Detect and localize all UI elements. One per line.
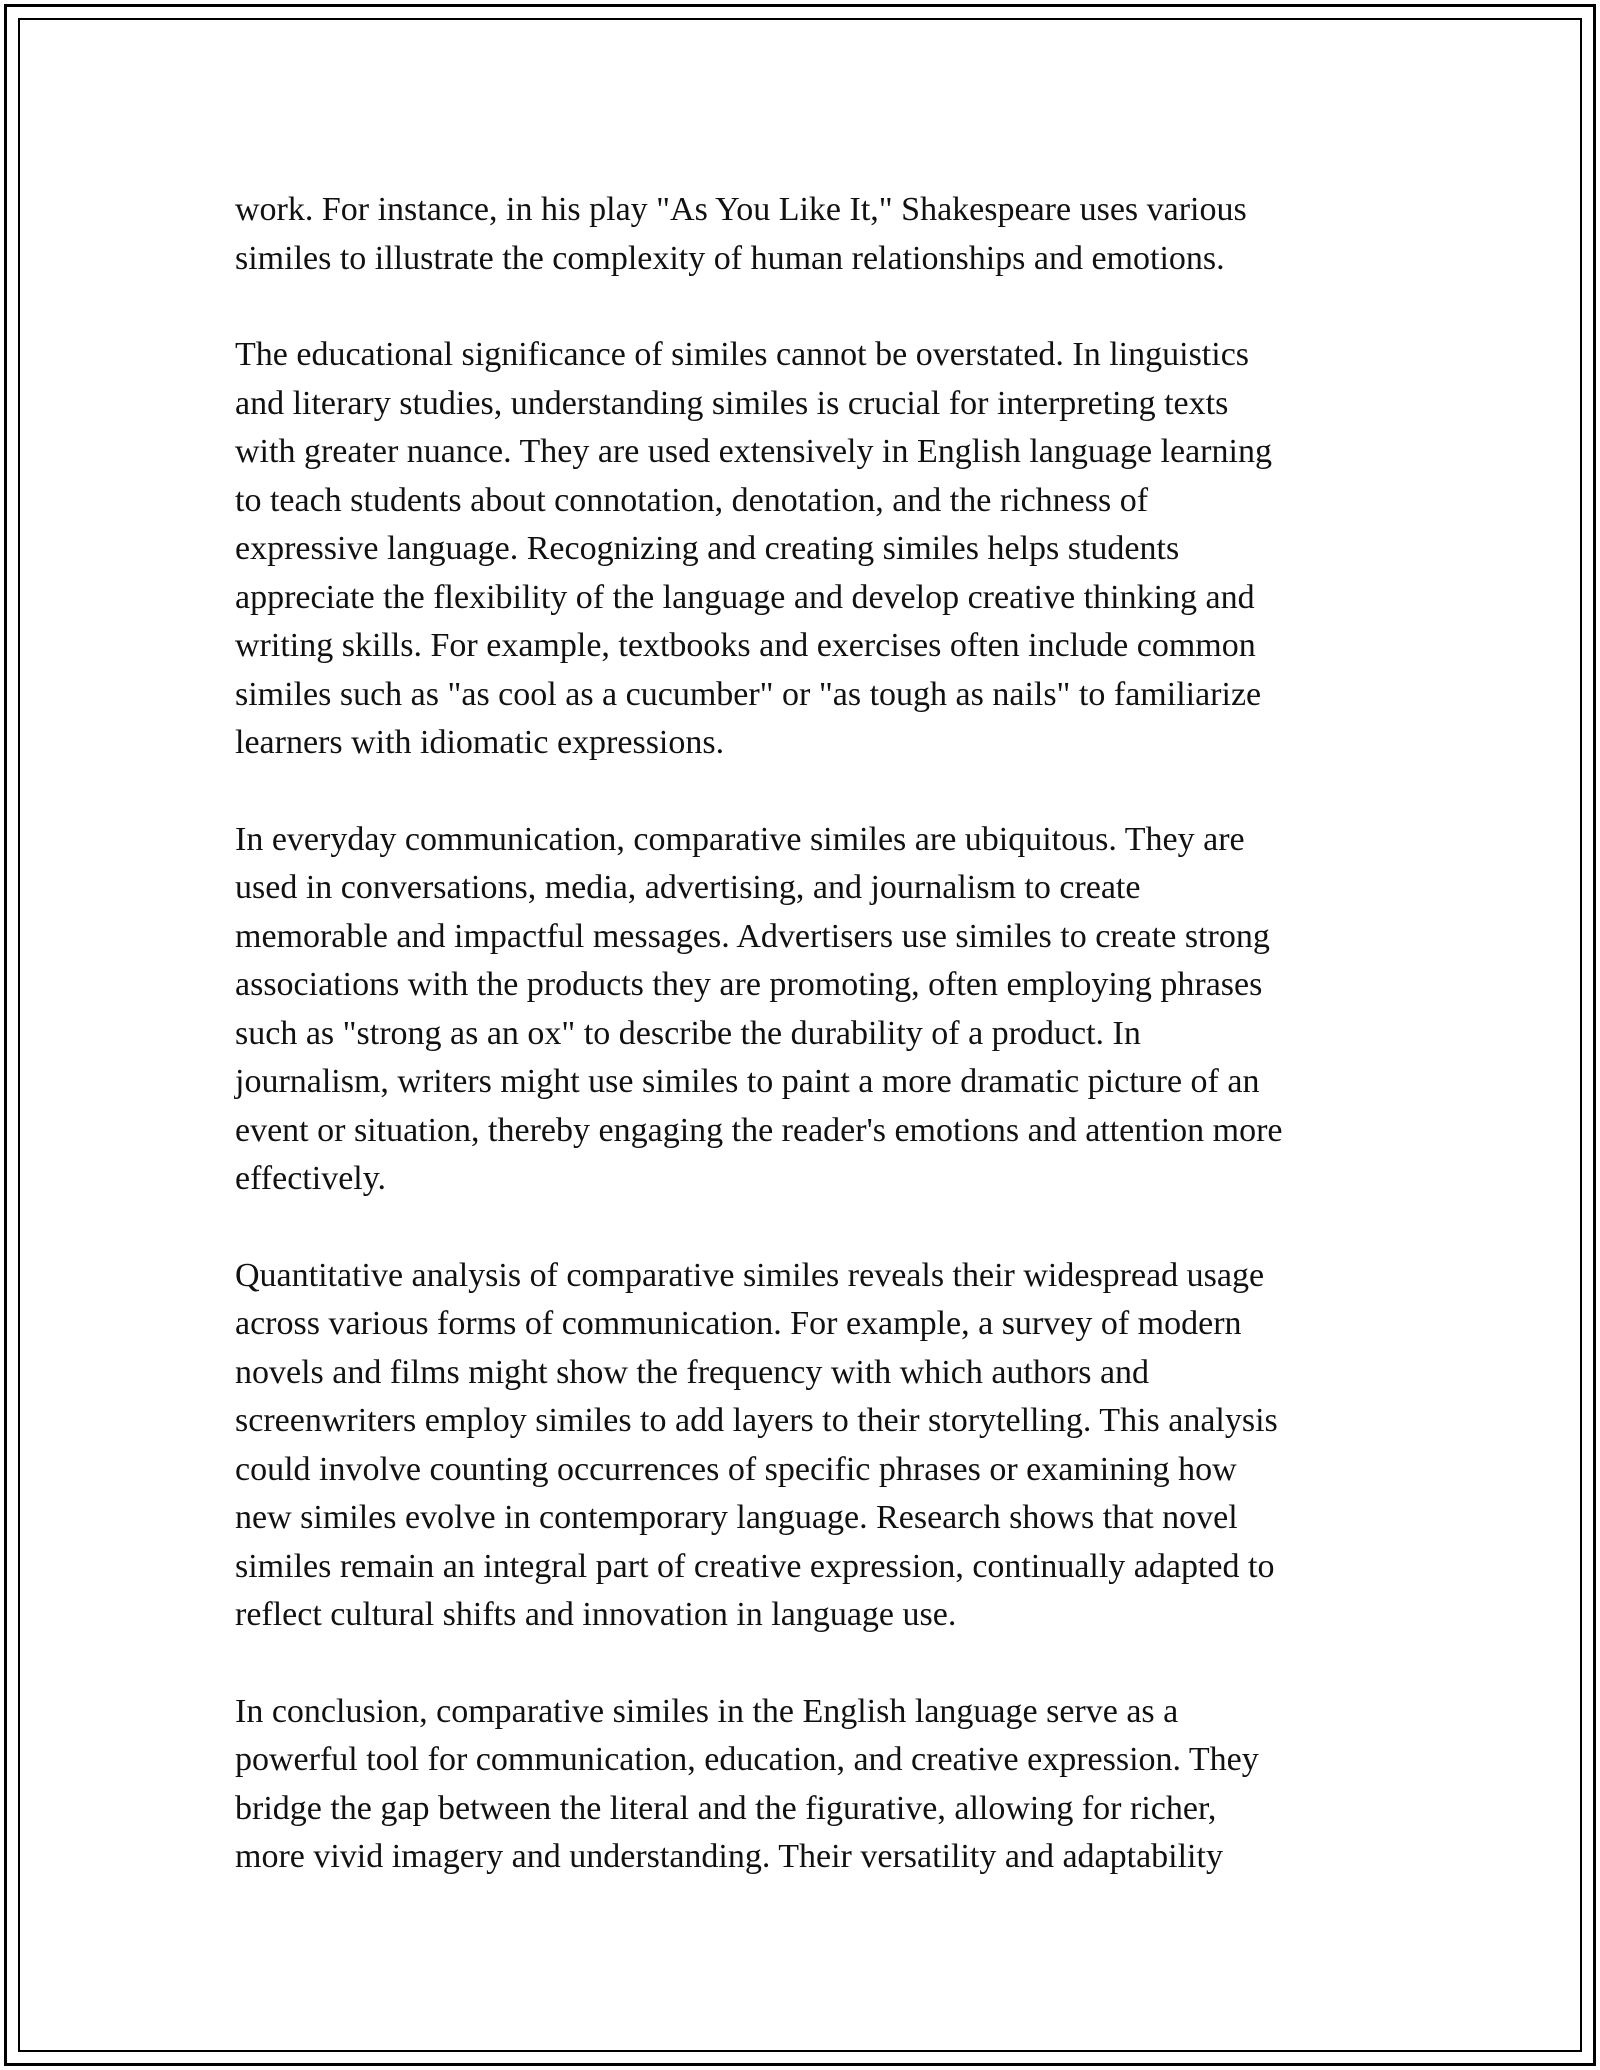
text-line: effectively. [235, 1160, 387, 1197]
text-line: The educational significance of similes cannot be overstated. In linguistics [235, 336, 1250, 373]
text-line: new similes evolve in contemporary language. Research shows that novel [235, 1499, 1238, 1536]
text-line: expressive language. Recognizing and creating similes helps students [235, 530, 1180, 567]
document-body [235, 186, 1375, 1930]
text-line: memorable and impactful messages. Advertisers use similes to create strong [235, 917, 1270, 955]
paragraph-1 [235, 186, 1375, 283]
text-line: such as "strong as an ox" to describe the durability of a product. In [235, 1014, 1141, 1052]
text-line: more vivid imagery and understanding. Their versatility and adaptability [235, 1838, 1223, 1875]
text-line: across various forms of communication. For example, a survey of modern [235, 1305, 1242, 1342]
text-line: to teach students about connotation, denotation, and the richness of [235, 481, 1149, 519]
text-line: In conclusion, comparative similes in the English language serve as a [235, 1692, 1179, 1730]
text-line: with greater nuance. They are used extensively in English language learning [235, 433, 1272, 470]
text-line: appreciate the flexibility of the language and develop creative thinking and [235, 578, 1255, 616]
text-line: could involve counting occurrences of specific phrases or examining how [235, 1450, 1237, 1488]
paragraph-4 [235, 1252, 1375, 1640]
text-line: similes such as "as cool as a cucumber" or "as tough as nails" to familiarize [235, 675, 1262, 713]
text-line: similes to illustrate the complexity of human relationships and emotions. [235, 239, 1225, 277]
text-line: and literary studies, understanding similes is crucial for interpreting texts [235, 384, 1229, 422]
text-line: Quantitative analysis of comparative similes reveals their widespread usage [235, 1256, 1265, 1294]
text-line: used in conversations, media, advertising, and journalism to create [235, 869, 1141, 906]
text-line: work. For instance, in his play "As You Like It," Shakespeare uses various [235, 191, 1247, 228]
text-line: screenwriters employ similes to add layers to their storytelling. This analysis [235, 1402, 1278, 1439]
text-line: event or situation, thereby engaging the reader's emotions and attention more [235, 1111, 1283, 1149]
text-line: bridge the gap between the literal and the figurative, allowing for richer, [235, 1789, 1217, 1827]
text-line: novels and films might show the frequency with which authors and [235, 1353, 1150, 1391]
text-line: similes remain an integral part of creative expression, continually adapted to [235, 1547, 1275, 1585]
text-line: reflect cultural shifts and innovation in language use. [235, 1596, 957, 1633]
paragraph-2 [235, 331, 1375, 768]
paragraph-5 [235, 1688, 1375, 1882]
text-line: writing skills. For example, textbooks and exercises often include common [235, 627, 1256, 664]
text-line: journalism, writers might use similes to paint a more dramatic picture of an [235, 1063, 1260, 1100]
text-line: learners with idiomatic expressions. [235, 724, 725, 761]
paragraph-3 [235, 816, 1375, 1204]
text-line: associations with the products they are promoting, often employing phrases [235, 966, 1263, 1003]
text-line: In everyday communication, comparative similes are ubiquitous. They are [235, 820, 1245, 858]
text-line: powerful tool for communication, education, and creative expression. They [235, 1741, 1259, 1778]
